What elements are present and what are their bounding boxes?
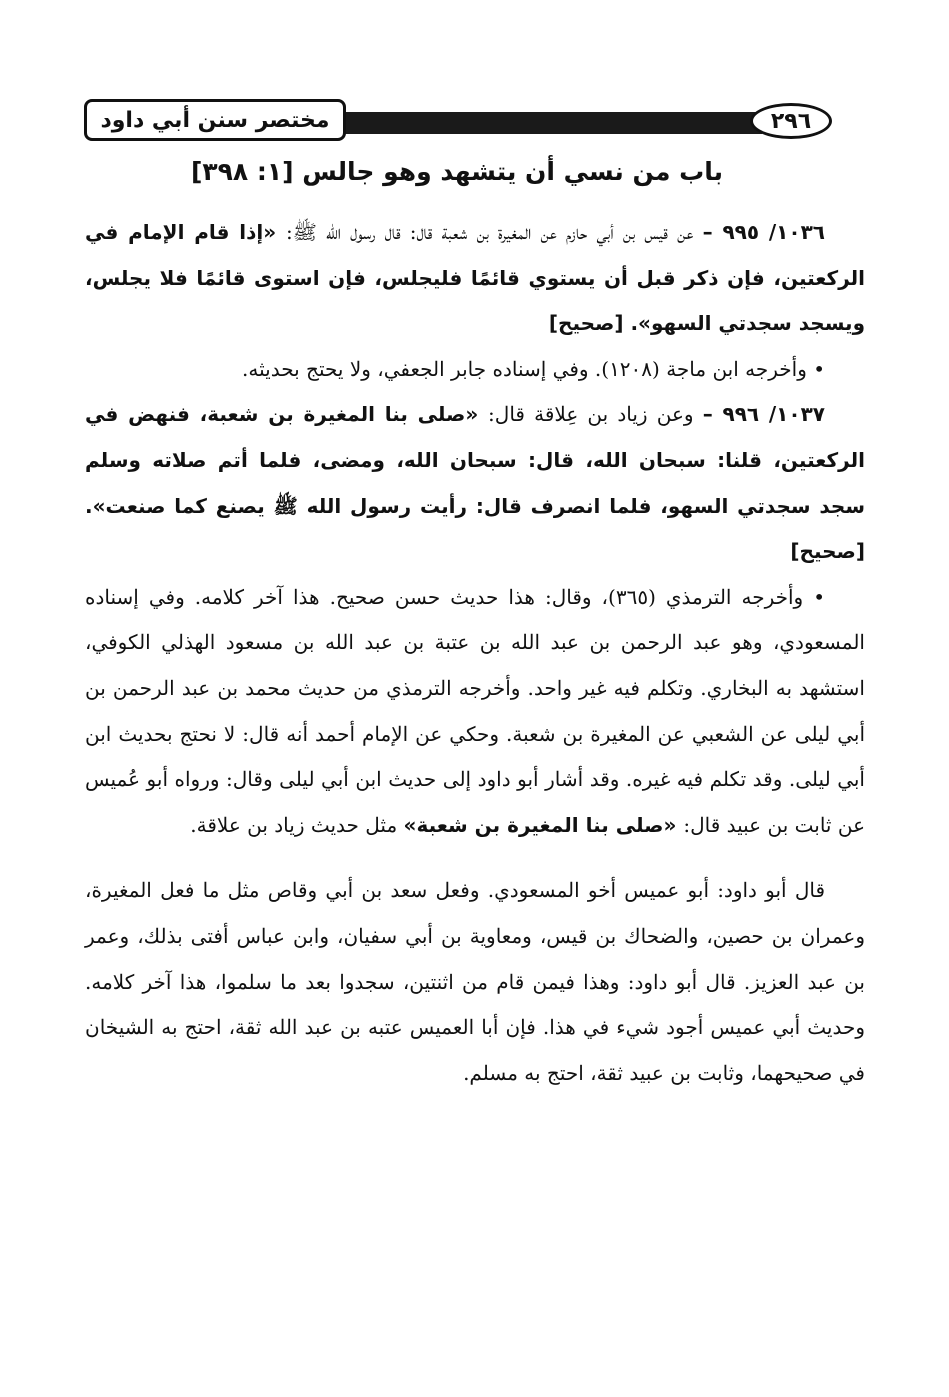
hadith-matn: «إذا قام الإمام في الركعتين، فإن ذكر قبل أن يستوي قائمًا فليجلس، فإن استوى قائمًا فلا يجلس، ويسجد سجدتي السهو». [صحيح] bbox=[85, 220, 865, 336]
hadith-matn: «صلى بنا المغيرة بن شعبة، فنهض في الركعتين، قلنا: سبحان الله، قال: سبحان الله، ومضى، فلما أتم صلاته وسلم سجد سجدتي السهو، فلما انصرف قال: رأيت رسول الله ﷺ يصنع كما صنعت». [صحيح] bbox=[85, 402, 865, 564]
hadith-number: ١٠٣٦/ ٩٩٥ – bbox=[702, 220, 825, 244]
page-number: ٢٩٦ bbox=[750, 103, 832, 139]
hadith-1037 bbox=[85, 392, 865, 574]
hadith-1036 bbox=[85, 210, 865, 347]
paragraph-gap bbox=[85, 848, 865, 868]
book-title: مختصر سنن أبي داود bbox=[84, 99, 346, 141]
commentary-text: • وأخرجه الترمذي (٣٦٥)، وقال: هذا حديث حسن صحيح. هذا آخر كلامه. وفي إسناده المسعودي، وهو عبد الرحمن بن عبد الله بن عتبة بن عبد الله بن مسعود الهذلي الكوفي، استشهد به البخاري. وتكلم فيه غير واحد. وأخرجه الترمذي من حديث محمد بن عبد الرحمن بن أبي ليلى عن الشعبي عن المغيرة بن شعبة. وحكي عن الإمام أحمد أنه قال: لا نحتج بحديث ابن أبي ليلى. وقد تكلم فيه غيره. وقد أشار أبو داود إلى حديث ابن أبي ليلى وقال: ورواه أبو عُميس عن ثابت بن عبيد قال: bbox=[85, 584, 865, 837]
abu-dawud-note: قال أبو داود: أبو عميس أخو المسعودي. وفعل سعد بن أبي وقاص مثل ما فعل المغيرة، وعمران بن حصين، والضحاك بن قيس، ومعاوية بن أبي سفيان، وابن عباس أفتى بذلك، وعمر بن عبد العزيز. قال أبو داود: وهذا فيمن قام من اثنتين، سجدوا بعد ما سلموا، هذا آخر كلامه. وحديث أبي عميس أجود شيء في هذا. فإن أبا العميس عتبه بن عبد الله ثقة، احتج به الشيخان في صحيحهما، وثابت بن عبيد ثقة، احتج به مسلم. bbox=[85, 878, 865, 1085]
hadith-isnad: عن قيس بن أبي حازم عن المغيرة بن شعبة قال: قال رسول الله ﷺ: bbox=[285, 220, 703, 244]
running-header bbox=[82, 99, 832, 147]
hadith-isnad: وعن زياد بن عِلاقة قال: bbox=[488, 402, 703, 427]
commentary-text-end: مثل حديث زياد بن علاقة. bbox=[190, 812, 404, 837]
commentary-quote: «صلى بنا المغيرة بن شعبة» bbox=[403, 812, 684, 837]
commentary-1036: • وأخرجه ابن ماجة (١٢٠٨). وفي إسناده جابر الجعفي، ولا يحتج بحديثه. bbox=[242, 356, 825, 381]
page-body bbox=[85, 210, 865, 1096]
header-rule bbox=[344, 112, 762, 134]
chapter-heading: باب من نسي أن يتشهد وهو جالس [١: ٣٩٨] bbox=[190, 157, 724, 186]
commentary-1037 bbox=[85, 575, 865, 849]
hadith-number: ١٠٣٧/ ٩٩٦ – bbox=[702, 402, 825, 427]
